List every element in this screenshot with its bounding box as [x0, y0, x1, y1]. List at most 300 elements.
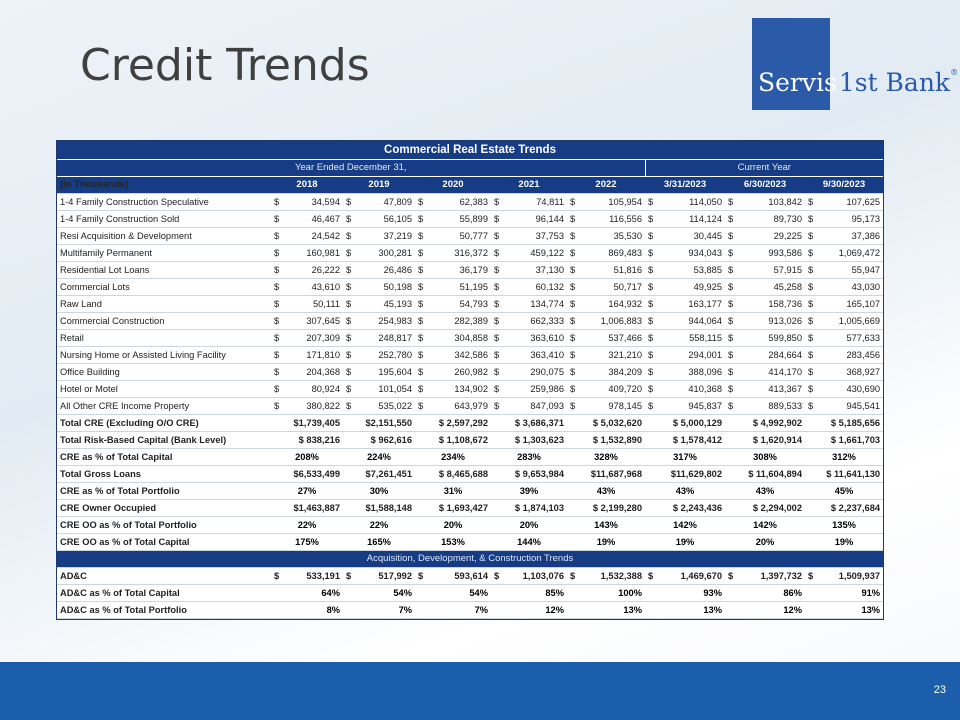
cell-content [346, 279, 412, 295]
cell-content [418, 347, 488, 363]
table-cell [567, 228, 645, 245]
cell-content [494, 279, 564, 295]
currency-symbol: $ [274, 299, 280, 309]
cell-content [570, 228, 642, 244]
currency-symbol: $ [808, 350, 814, 360]
table-cell [491, 211, 567, 228]
cell-value: 945,837 [688, 401, 722, 411]
table-cell: $7,261,451 [343, 466, 415, 483]
table-row [57, 347, 883, 364]
table-cell: 54% [415, 585, 491, 602]
summary-row [57, 449, 883, 466]
table-cell [271, 194, 343, 211]
cell-content [648, 568, 722, 584]
cell-value: 34,594 [311, 197, 340, 207]
currency-symbol: $ [570, 265, 576, 275]
currency-symbol: $ [418, 282, 424, 292]
table-cell [645, 568, 725, 585]
currency-symbol: $ [728, 333, 734, 343]
table-cell [343, 194, 415, 211]
currency-symbol: $ [808, 316, 814, 326]
cell-value: 43,030 [851, 282, 881, 292]
cell-content [494, 381, 564, 397]
cell-content [346, 347, 412, 363]
cell-value: 101,054 [378, 384, 412, 394]
currency-symbol: $ [274, 265, 280, 275]
table-cell [567, 211, 645, 228]
logo-registered-mark: ® [950, 68, 959, 77]
table-cell: $ 9,653,984 [491, 466, 567, 483]
table-cell: 144% [491, 534, 567, 551]
table-cell: $ 2,199,280 [567, 500, 645, 517]
table-cell [567, 398, 645, 415]
currency-symbol: $ [808, 367, 814, 377]
currency-symbol: $ [808, 282, 814, 292]
table-cell [343, 296, 415, 313]
cell-value: 60,132 [535, 282, 564, 292]
table-cell: $11,687,968 [567, 466, 645, 483]
currency-symbol: $ [346, 333, 352, 343]
cell-content [648, 194, 722, 210]
cell-content [728, 330, 802, 346]
currency-symbol: $ [346, 282, 352, 292]
cell-value: 51,195 [459, 282, 488, 292]
currency-symbol: $ [570, 571, 576, 581]
currency-symbol: $ [418, 333, 424, 343]
currency-symbol: $ [346, 367, 352, 377]
cell-value: 913,026 [768, 316, 802, 326]
table-row [57, 296, 883, 313]
table-cell [343, 228, 415, 245]
row-label: Multifamily Permanent [57, 245, 271, 262]
cell-value: 283,456 [846, 350, 881, 360]
table-cell: 54% [343, 585, 415, 602]
table-cell: $ 11,604,894 [725, 466, 805, 483]
cell-content [728, 245, 802, 261]
cell-content [728, 568, 802, 584]
table-row [57, 211, 883, 228]
table-cell: $1,739,405 [271, 415, 343, 432]
currency-symbol: $ [418, 401, 424, 411]
row-label: Commercial Construction [57, 313, 271, 330]
table-cell: 100% [567, 585, 645, 602]
cell-content [648, 279, 722, 295]
table-cell: 85% [491, 585, 567, 602]
table-cell [725, 313, 805, 330]
cell-value: 89,730 [773, 214, 802, 224]
table-row [57, 279, 883, 296]
cell-value: 45,193 [383, 299, 412, 309]
currency-symbol: $ [494, 248, 500, 258]
row-label: AD&C [57, 568, 271, 585]
table-cell: 39% [491, 483, 567, 500]
table-cell [805, 347, 883, 364]
cell-content [346, 262, 412, 278]
cell-value: 1,005,669 [838, 316, 881, 326]
cell-content [728, 262, 802, 278]
group-header-current: Current Year [645, 160, 883, 177]
table-cell [645, 194, 725, 211]
cell-value: 1,397,732 [760, 571, 802, 581]
table-cell [567, 245, 645, 262]
cell-value: 134,774 [530, 299, 564, 309]
table-cell [415, 194, 491, 211]
cell-content [570, 364, 642, 380]
table-cell [805, 313, 883, 330]
currency-symbol: $ [648, 333, 654, 343]
cell-value: 43,610 [311, 282, 340, 292]
currency-symbol: $ [494, 401, 500, 411]
table-cell [415, 381, 491, 398]
currency-symbol: $ [494, 333, 500, 343]
cell-value: 294,001 [688, 350, 722, 360]
table-cell [271, 279, 343, 296]
table-cell: 13% [805, 602, 883, 619]
row-label: Raw Land [57, 296, 271, 313]
table-cell [567, 262, 645, 279]
cell-content [274, 228, 340, 244]
currency-symbol: $ [808, 248, 814, 258]
currency-symbol: $ [346, 197, 352, 207]
table-cell [271, 228, 343, 245]
cell-value: 50,111 [312, 299, 340, 309]
currency-symbol: $ [346, 231, 352, 241]
table-cell: 20% [491, 517, 567, 534]
cell-value: 847,093 [530, 401, 564, 411]
cell-content [728, 194, 802, 210]
table-cell [805, 398, 883, 415]
currency-symbol: $ [418, 197, 424, 207]
currency-symbol: $ [274, 333, 280, 343]
table-cell [567, 279, 645, 296]
currency-symbol: $ [418, 316, 424, 326]
cre-trends-table [56, 140, 884, 620]
row-label: CRE OO as % of Total Capital [57, 534, 271, 551]
cell-content [648, 381, 722, 397]
cell-value: 45,258 [773, 282, 802, 292]
currency-symbol: $ [728, 282, 734, 292]
group-header-year: Year Ended December 31, [57, 160, 645, 177]
table-cell: 22% [343, 517, 415, 534]
logo-text [758, 68, 958, 97]
cell-content [418, 296, 488, 312]
cell-content [346, 381, 412, 397]
table-row [57, 313, 883, 330]
row-label: Resi Acquisition & Development [57, 228, 271, 245]
currency-symbol: $ [570, 231, 576, 241]
table-cell: 13% [645, 602, 725, 619]
currency-symbol: $ [494, 367, 500, 377]
cell-content [418, 330, 488, 346]
cell-value: 37,219 [383, 231, 412, 241]
cell-value: 248,817 [378, 333, 412, 343]
cell-value: 307,645 [306, 316, 340, 326]
cell-value: 116,556 [609, 214, 642, 224]
cell-content [346, 194, 412, 210]
cell-content [808, 245, 880, 261]
cell-value: 74,811 [536, 197, 564, 207]
table-cell [725, 296, 805, 313]
table-cell: 224% [343, 449, 415, 466]
cell-value: 368,927 [846, 367, 881, 377]
summary-row [57, 415, 883, 432]
table-cell [491, 330, 567, 347]
row-label: Total Gross Loans [57, 466, 271, 483]
cell-content [346, 296, 412, 312]
currency-symbol: $ [648, 248, 654, 258]
table-cell [645, 347, 725, 364]
table-cell: 30% [343, 483, 415, 500]
cell-content [274, 245, 340, 261]
cell-value: 1,006,883 [600, 316, 642, 326]
table-row [57, 245, 883, 262]
cell-value: 869,483 [608, 248, 642, 258]
summary-row [57, 517, 883, 534]
cell-content [274, 364, 340, 380]
table-cell [271, 330, 343, 347]
summary-row [57, 602, 883, 619]
cell-value: 164,932 [608, 299, 642, 309]
cell-value: 1,532,388 [600, 571, 642, 581]
table-cell [645, 211, 725, 228]
currency-symbol: $ [494, 282, 500, 292]
cell-content [274, 279, 340, 295]
cell-value: 260,982 [454, 367, 488, 377]
table-cell: 143% [567, 517, 645, 534]
cell-content [274, 398, 340, 414]
currency-symbol: $ [418, 265, 424, 275]
currency-symbol: $ [418, 571, 424, 581]
cell-content [494, 228, 564, 244]
table-cell [343, 381, 415, 398]
currency-symbol: $ [648, 401, 654, 411]
table-cell [491, 279, 567, 296]
table-cell [805, 211, 883, 228]
row-label: AD&C as % of Total Capital [57, 585, 271, 602]
table-row [57, 364, 883, 381]
currency-symbol: $ [274, 231, 280, 241]
table-cell [805, 262, 883, 279]
currency-symbol: $ [570, 299, 576, 309]
cell-content [728, 347, 802, 363]
table-cell [271, 398, 343, 415]
table-cell [415, 313, 491, 330]
table-cell: 142% [725, 517, 805, 534]
table-cell: 43% [645, 483, 725, 500]
cell-content [648, 330, 722, 346]
cell-content [728, 381, 802, 397]
cell-value: 204,368 [306, 367, 340, 377]
column-header: 2021 [491, 177, 567, 194]
cell-value: 342,586 [454, 350, 488, 360]
cell-content [648, 245, 722, 261]
table-cell: 64% [271, 585, 343, 602]
table-cell: 43% [567, 483, 645, 500]
cell-content [494, 347, 564, 363]
table-cell [415, 296, 491, 313]
cell-content [570, 398, 642, 414]
table-cell [491, 568, 567, 585]
table-cell [805, 296, 883, 313]
cell-content [418, 262, 488, 278]
table-cell [491, 364, 567, 381]
currency-symbol: $ [648, 231, 654, 241]
cell-content [418, 211, 488, 227]
cell-value: 384,209 [608, 367, 642, 377]
table-cell: 19% [805, 534, 883, 551]
cell-value: 37,130 [535, 265, 564, 275]
cell-content [494, 330, 564, 346]
table-cell: $ 1,578,412 [645, 432, 725, 449]
table-cell [805, 330, 883, 347]
cell-content [648, 347, 722, 363]
table-cell [271, 347, 343, 364]
cell-value: 284,664 [768, 350, 802, 360]
cell-value: 107,625 [846, 197, 881, 207]
currency-symbol: $ [346, 316, 352, 326]
table-cell: 93% [645, 585, 725, 602]
currency-symbol: $ [728, 401, 734, 411]
currency-symbol: $ [418, 350, 424, 360]
cell-content [494, 364, 564, 380]
currency-symbol: $ [808, 333, 814, 343]
table-cell: 135% [805, 517, 883, 534]
cell-value: 944,064 [688, 316, 722, 326]
table-cell: 328% [567, 449, 645, 466]
currency-symbol: $ [808, 299, 814, 309]
table-cell: $ 1,874,103 [491, 500, 567, 517]
cell-value: 430,690 [846, 384, 881, 394]
table-cell [725, 568, 805, 585]
table-cell [805, 364, 883, 381]
cell-value: 49,925 [693, 282, 722, 292]
cell-content [648, 296, 722, 312]
cell-content [728, 211, 802, 227]
table-cell: $ 1,661,703 [805, 432, 883, 449]
currency-symbol: $ [274, 214, 280, 224]
cell-content [570, 568, 642, 584]
cell-content [570, 279, 642, 295]
cell-content [728, 398, 802, 414]
logo-text-part2: 1st Bank [838, 68, 951, 97]
row-label: Commercial Lots [57, 279, 271, 296]
table-cell: 7% [343, 602, 415, 619]
cell-value: 62,383 [459, 197, 488, 207]
cell-content [274, 313, 340, 329]
table-cell [343, 313, 415, 330]
table-cell: 20% [725, 534, 805, 551]
table-cell [567, 364, 645, 381]
table-row [57, 398, 883, 415]
table-cell: 19% [567, 534, 645, 551]
cell-value: 1,509,937 [838, 571, 881, 581]
table-cell [343, 245, 415, 262]
cell-value: 662,333 [530, 316, 564, 326]
cell-content [648, 313, 722, 329]
table-cell: $1,588,148 [343, 500, 415, 517]
table-cell: 7% [415, 602, 491, 619]
table-row [57, 381, 883, 398]
cell-value: 47,809 [383, 197, 412, 207]
cell-content [808, 211, 880, 227]
table-cell [725, 262, 805, 279]
cell-value: 165,107 [846, 299, 881, 309]
cell-value: 96,144 [535, 214, 564, 224]
table-cell [415, 228, 491, 245]
cell-content [648, 364, 722, 380]
table-cell: 13% [567, 602, 645, 619]
row-label: CRE OO as % of Total Portfolio [57, 517, 271, 534]
cell-value: 1,069,472 [838, 248, 881, 258]
cell-content [808, 194, 880, 210]
table-cell [343, 568, 415, 585]
cell-content [808, 262, 880, 278]
currency-symbol: $ [570, 384, 576, 394]
currency-symbol: $ [570, 316, 576, 326]
cell-value: 1,469,670 [680, 571, 722, 581]
cell-content [728, 228, 802, 244]
column-header: 2019 [343, 177, 415, 194]
table-cell [645, 245, 725, 262]
table-cell: 142% [645, 517, 725, 534]
adc-section-title: Acquisition, Development, & Construction Trends [57, 551, 883, 568]
cell-value: 934,043 [688, 248, 722, 258]
currency-symbol: $ [274, 401, 280, 411]
cell-content [274, 211, 340, 227]
currency-symbol: $ [418, 231, 424, 241]
table-cell [567, 194, 645, 211]
cell-value: 304,858 [454, 333, 488, 343]
table-cell: $1,463,887 [271, 500, 343, 517]
summary-row [57, 483, 883, 500]
cell-content [418, 364, 488, 380]
currency-symbol: $ [648, 265, 654, 275]
cell-value: 459,122 [530, 248, 564, 258]
cell-content [808, 313, 880, 329]
currency-symbol: $ [570, 197, 576, 207]
currency-symbol: $ [274, 384, 280, 394]
cell-content [418, 313, 488, 329]
currency-symbol: $ [418, 214, 424, 224]
cell-content [808, 228, 880, 244]
table-cell [271, 211, 343, 228]
cell-value: 55,947 [851, 265, 881, 275]
row-label: Hotel or Motel [57, 381, 271, 398]
cell-value: 30,445 [693, 231, 722, 241]
table-cell [415, 245, 491, 262]
cell-content [494, 262, 564, 278]
table-cell [725, 279, 805, 296]
cell-value: 158,736 [768, 299, 802, 309]
table-cell: $ 1,108,672 [415, 432, 491, 449]
cell-content [648, 398, 722, 414]
table-cell: 45% [805, 483, 883, 500]
table-cell: $ 11,641,130 [805, 466, 883, 483]
cell-content [808, 398, 880, 414]
cell-value: 55,899 [459, 214, 488, 224]
row-label: Office Building [57, 364, 271, 381]
table-cell: $ 5,032,620 [567, 415, 645, 432]
table-cell [567, 568, 645, 585]
table-cell [271, 381, 343, 398]
table-cell: 8% [271, 602, 343, 619]
table-cell: 234% [415, 449, 491, 466]
cell-content [418, 279, 488, 295]
table-cell: 165% [343, 534, 415, 551]
table-cell [645, 398, 725, 415]
cell-content [570, 245, 642, 261]
table-cell: $ 2,597,292 [415, 415, 491, 432]
